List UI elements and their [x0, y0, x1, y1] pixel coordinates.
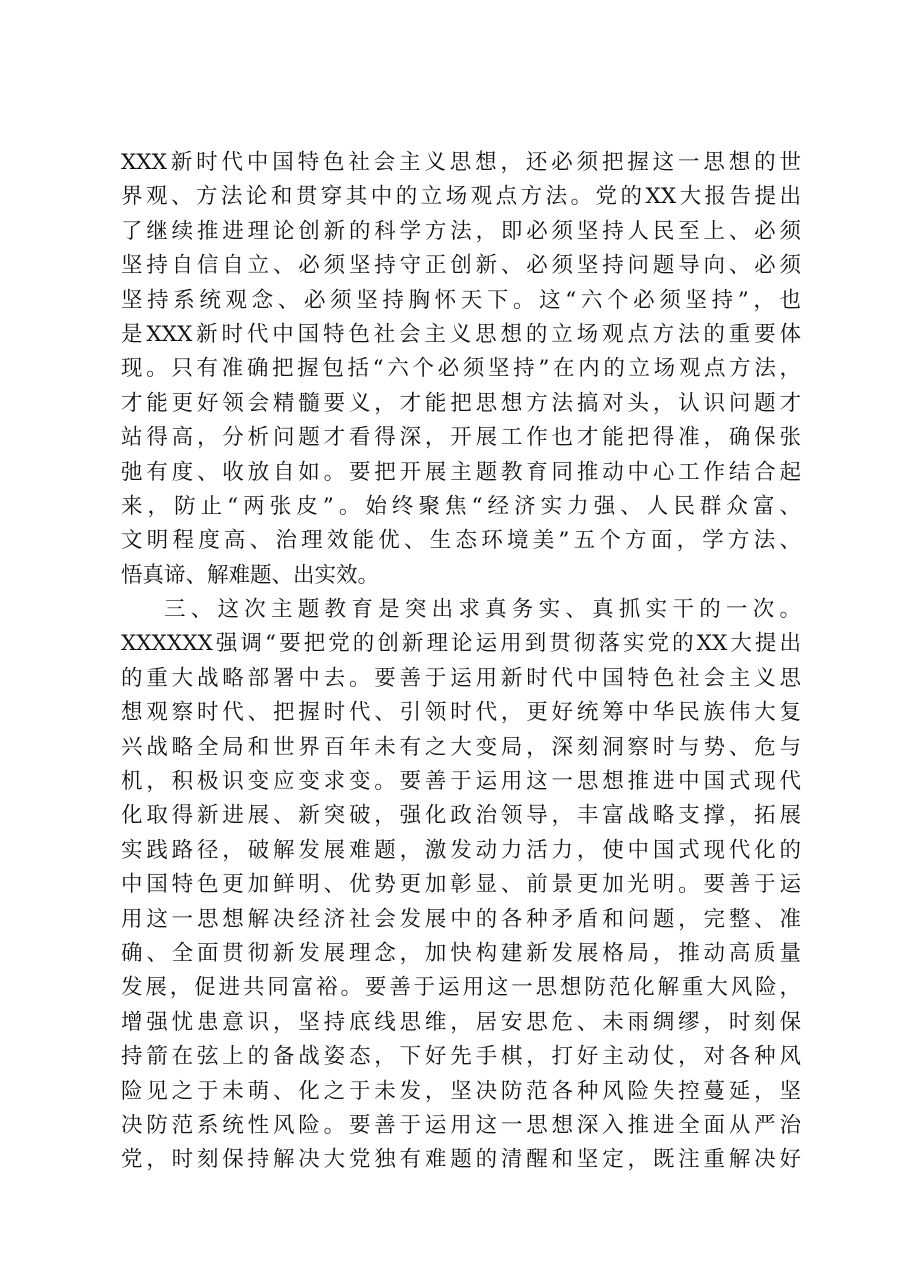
- text-line: 险见之于未萌、化之于未发，坚决防范各种风险失控蔓延，坚: [121, 1078, 801, 1104]
- text-line: 来，防止“两张皮”。始终聚焦“经济实力强、人民群众富、: [121, 493, 801, 519]
- text-line: 是XXX新时代中国特色社会主义思想的立场观点方法的重要体: [121, 321, 801, 347]
- text-line: 决防范系统性风险。要善于运用这一思想深入推进全面从严治: [121, 1112, 801, 1138]
- text-line: 了继续推进理论创新的科学方法，即必须坚持人民至上、必须: [121, 218, 801, 244]
- text-line: 党，时刻保持解决大党独有难题的清醒和坚定，既注重解决好: [121, 1147, 801, 1173]
- text-line: 用这一思想解决经济社会发展中的各种矛盾和问题，完整、准: [121, 906, 801, 932]
- text-line: 的重大战略部署中去。要善于运用新时代中国特色社会主义思: [121, 665, 801, 691]
- text-line: 坚持自信自立、必须坚持守正创新、必须坚持问题导向、必须: [121, 253, 801, 279]
- text-line: 持箭在弦上的备战姿态，下好先手棋，打好主动仗，对各种风: [121, 1044, 801, 1070]
- text-line: 发展，促进共同富裕。要善于运用这一思想防范化解重大风险，: [121, 975, 801, 1001]
- text-line: 增强忧患意识，坚持底线思维，居安思危、未雨绸缪，时刻保: [121, 1009, 801, 1035]
- text-line: 化取得新进展、新突破，强化政治领导，丰富战略支撑，拓展: [121, 803, 801, 829]
- text-line: 机，积极识变应变求变。要善于运用这一思想推进中国式现代: [121, 769, 801, 795]
- text-line: 中国特色更加鲜明、优势更加彰显、前景更加光明。要善于运: [121, 872, 801, 898]
- text-line: 文明程度高、治理效能优、生态环境美”五个方面，学方法、: [121, 528, 801, 554]
- text-line: XXX新时代中国特色社会主义思想，还必须把握这一思想的世: [121, 150, 801, 175]
- text-line: XXXXXX强调“要把党的创新理论运用到贯彻落实党的XX大提出: [121, 631, 801, 657]
- text-line: 确、全面贯彻新发展理念，加快构建新发展格局，推动高质量: [121, 940, 801, 966]
- text-line: 悟真谛、解难题、出实效。: [121, 562, 380, 588]
- text-line: 界观、方法论和贯穿其中的立场观点方法。党的XX大报告提出: [121, 184, 801, 210]
- text-line: 兴战略全局和世界百年未有之大变局，深刻洞察时与势、危与: [121, 734, 801, 760]
- text-line: 想观察时代、把握时代、引领时代，更好统筹中华民族伟大复: [121, 700, 801, 726]
- text-line: 实践路径，破解发展难题，激发动力活力，使中国式现代化的: [121, 837, 801, 863]
- section-heading-line: 三、这次主题教育是突出求真务实、真抓实干的一次。: [164, 597, 801, 623]
- text-line: 才能更好领会精髓要义，才能把思想方法搞对头，认识问题才: [121, 390, 801, 416]
- text-line: 站得高，分析问题才看得深，开展工作也才能把得准，确保张: [121, 425, 801, 451]
- document-body: [121, 146, 801, 1178]
- text-line: 现。只有准确把握包括“六个必须坚持”在内的立场观点方法，: [121, 356, 801, 382]
- text-line: 坚持系统观念、必须坚持胸怀天下。这“六个必须坚持”，也: [121, 287, 801, 313]
- text-line: 弛有度、收放自如。要把开展主题教育同推动中心工作结合起: [121, 459, 801, 485]
